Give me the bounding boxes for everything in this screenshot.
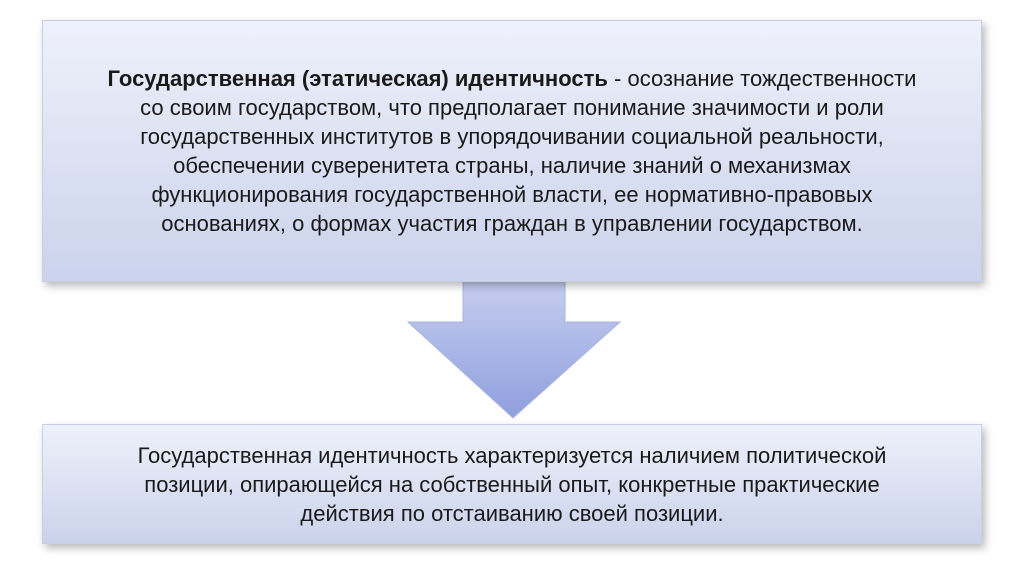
definition-term: Государственная (этатическая) идентичность xyxy=(107,66,608,91)
definition-body: - осознание тождественности со своим государством, что предполагает понимание значимости и роли государственных институтов в упорядочивании социальной реальности, обеспечении суверенитета страны, наличие знаний о механизмах функционирования государственной власти, ее нормативно-правовых основаниях, о формах участия граждан в управлении государством. xyxy=(140,66,917,236)
definition-box xyxy=(42,20,982,282)
definition-text xyxy=(99,64,925,238)
characteristic-text: Государственная идентичность характеризуется наличием политической позиции, опирающейся на собственный опыт, конкретные практические действия по отстаиванию своей позиции. xyxy=(137,442,887,526)
characteristic-box xyxy=(42,424,982,544)
